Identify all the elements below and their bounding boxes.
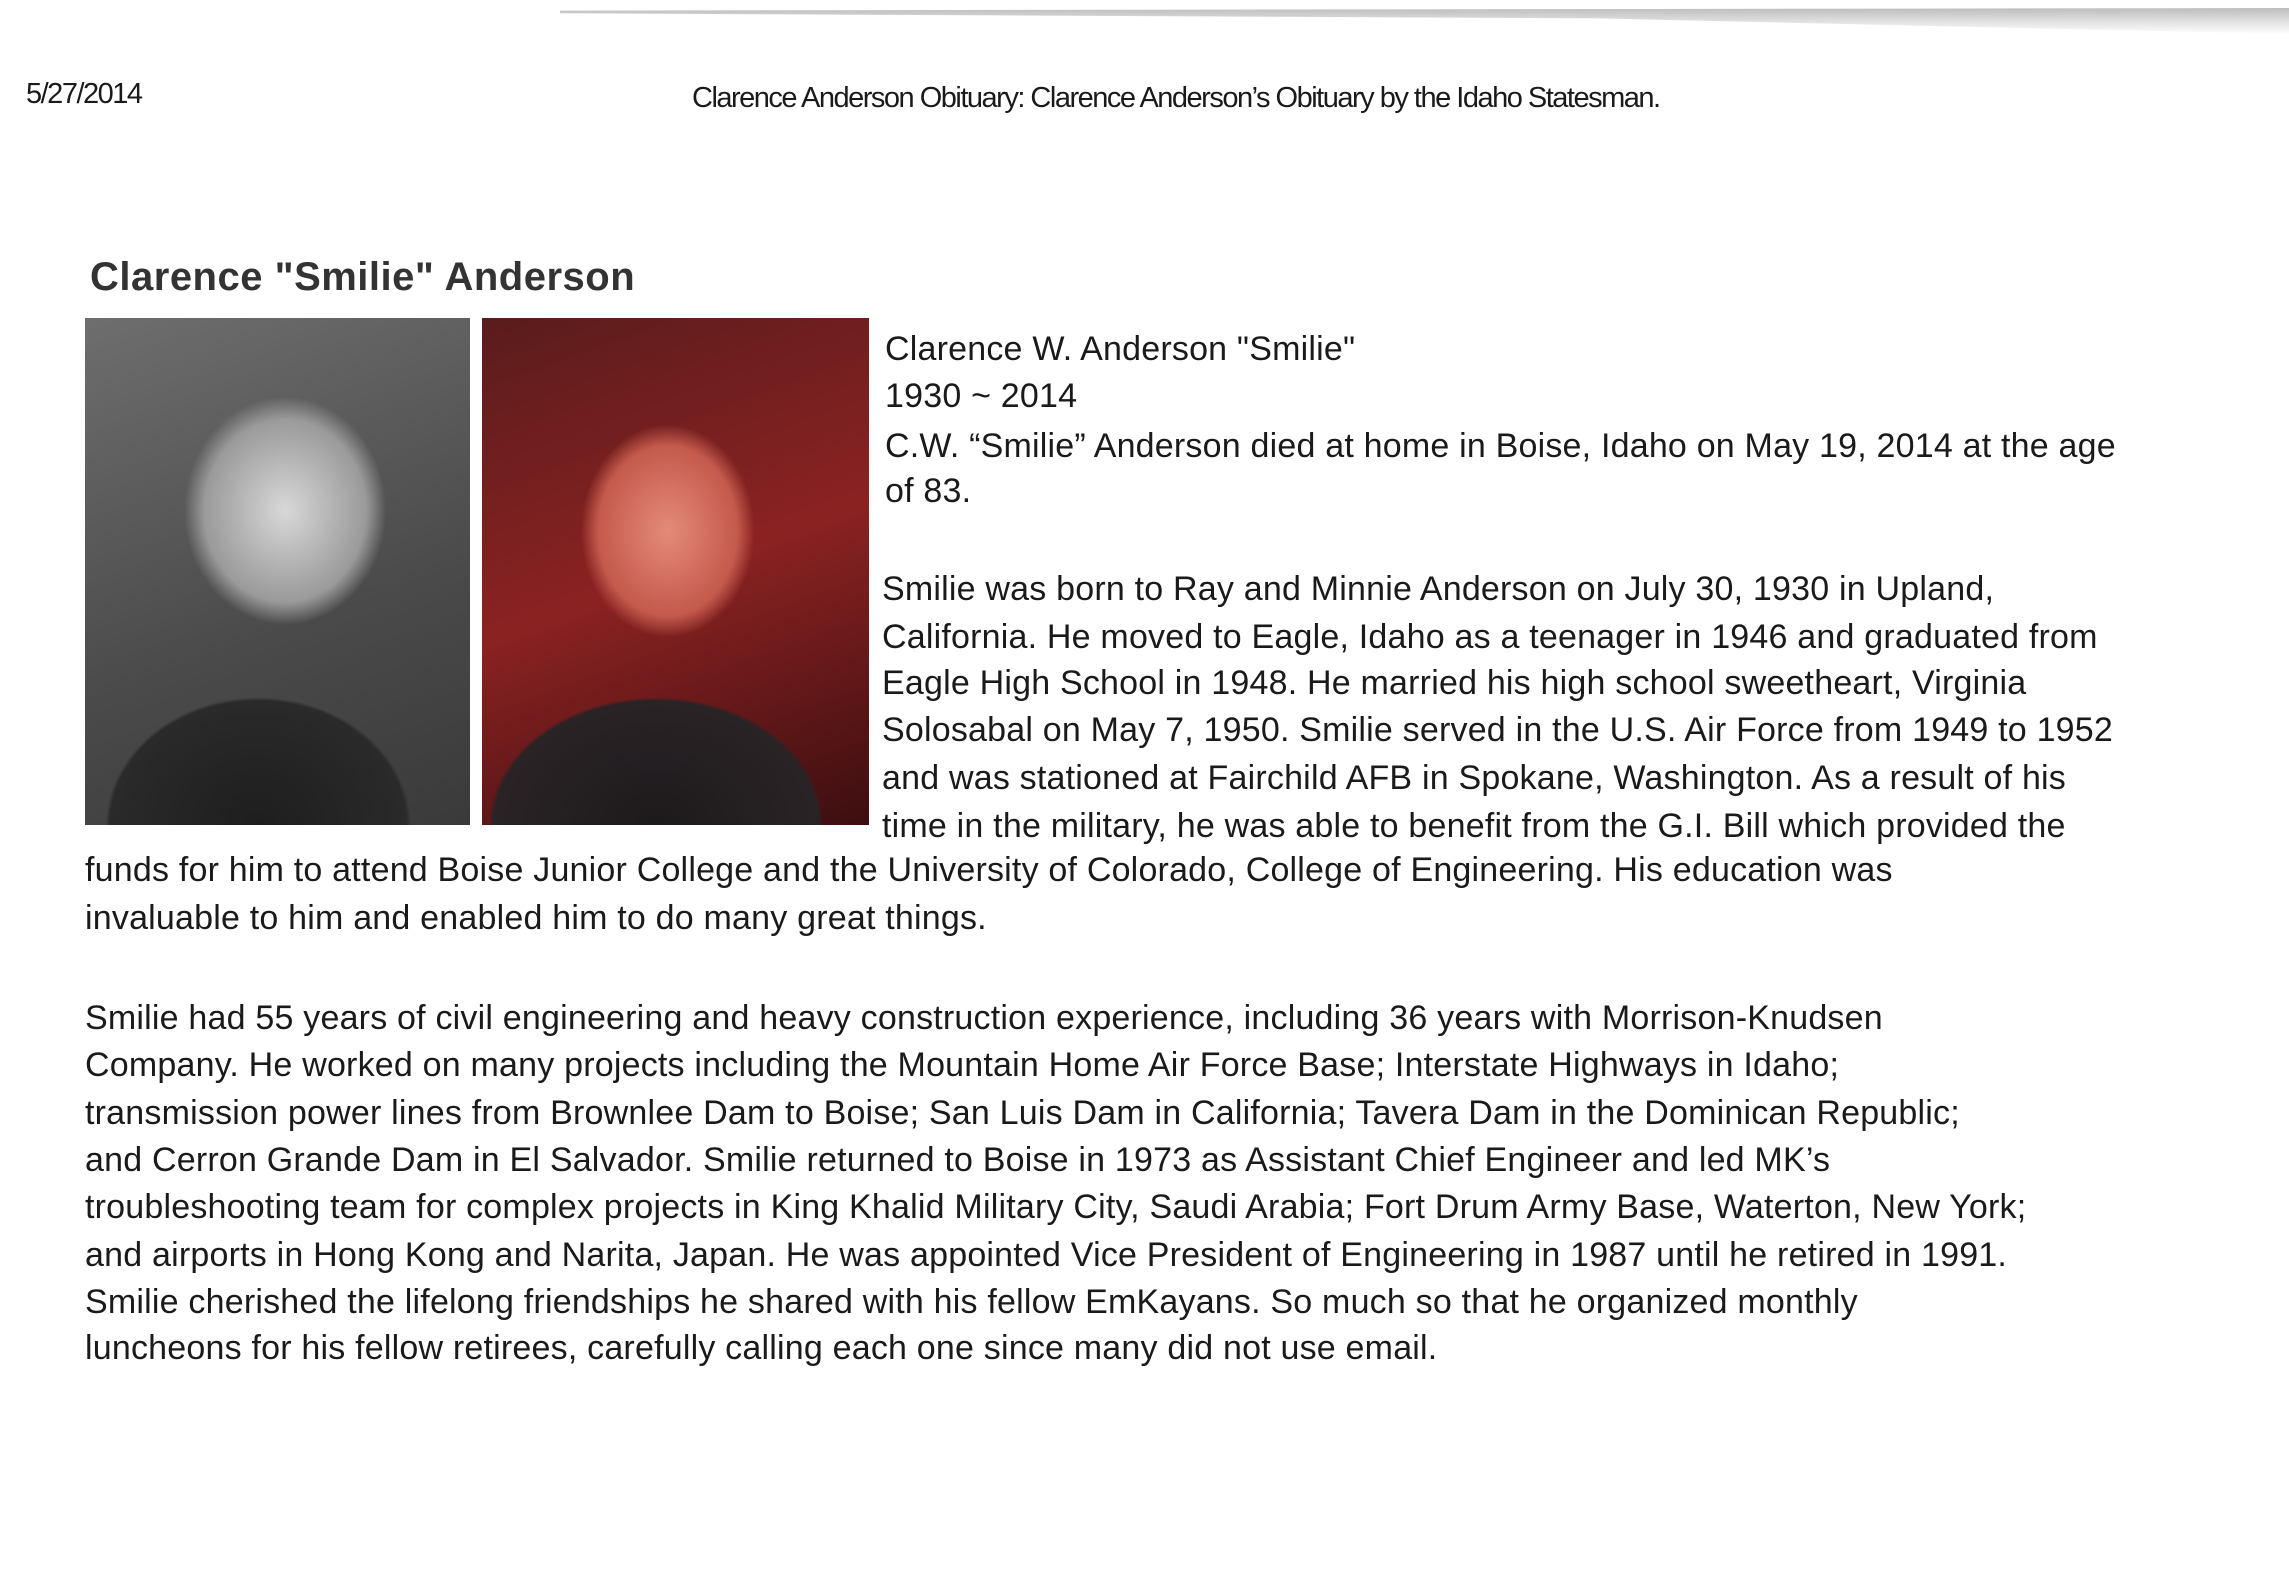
para2-line: Company. He worked on many projects including the Mountain Home Air Force Base; Interstate Highways in Idaho; bbox=[85, 1046, 1840, 1084]
para1-line: funds for him to attend Boise Junior College and the University of Colorado, College of Engineering. His education was bbox=[85, 851, 1893, 889]
para1-line: California. He moved to Eagle, Idaho as a teenager in 1946 and graduated from bbox=[882, 618, 2098, 656]
para2-line: luncheons for his fellow retirees, carefully calling each one since many did not use email. bbox=[85, 1329, 1438, 1367]
para1-line: invaluable to him and enabled him to do many great things. bbox=[85, 899, 987, 937]
para2-line: and Cerron Grande Dam in El Salvador. Smilie returned to Boise in 1973 as Assistant Chief Engineer and led MK’s bbox=[85, 1141, 1831, 1179]
para1-line: Solosabal on May 7, 1950. Smilie served in the U.S. Air Force from 1949 to 1952 bbox=[882, 711, 2114, 749]
page-header-title: Clarence Anderson Obituary: Clarence Anderson’s Obituary by the Idaho Statesman. bbox=[692, 82, 1660, 114]
para2-line: troubleshooting team for complex projects in King Khalid Military City, Saudi Arabia; Fort Drum Army Base, Waterton, New York; bbox=[85, 1188, 2027, 1226]
print-date: 5/27/2014 bbox=[26, 78, 142, 110]
para1-line: Smilie was born to Ray and Minnie Anderson on July 30, 1930 in Upland, bbox=[882, 570, 1995, 608]
para2-line: and airports in Hong Kong and Narita, Japan. He was appointed Vice President of Engineering in 1987 until he retired in 1991. bbox=[85, 1236, 2008, 1274]
intro-line: Clarence W. Anderson "Smilie" bbox=[885, 330, 1356, 368]
portrait-photo-young bbox=[85, 318, 470, 825]
intro-line: 1930 ~ 2014 bbox=[885, 377, 1078, 415]
para1-line: and was stationed at Fairchild AFB in Spokane, Washington. As a result of his bbox=[882, 759, 2067, 797]
para2-line: Smilie cherished the lifelong friendships he shared with his fellow EmKayans. So much so that he organized monthly bbox=[85, 1283, 1858, 1321]
intro-line: C.W. “Smilie” Anderson died at home in Boise, Idaho on May 19, 2014 at the age bbox=[885, 427, 2116, 465]
para1-line: Eagle High School in 1948. He married his high school sweetheart, Virginia bbox=[882, 664, 2027, 702]
obituary-heading: Clarence "Smilie" Anderson bbox=[90, 255, 636, 299]
intro-line: of 83. bbox=[885, 472, 972, 510]
para2-line: transmission power lines from Brownlee Dam to Boise; San Luis Dam in California; Tavera Dam in the Dominican Republic; bbox=[85, 1094, 1960, 1132]
para1-line: time in the military, he was able to benefit from the G.I. Bill which provided the bbox=[882, 807, 2066, 845]
scan-edge-shadow bbox=[560, 8, 2289, 34]
para2-line: Smilie had 55 years of civil engineering and heavy construction experience, including 36 years with Morrison-Knudsen bbox=[85, 999, 1883, 1037]
portrait-photo-older bbox=[482, 318, 869, 825]
